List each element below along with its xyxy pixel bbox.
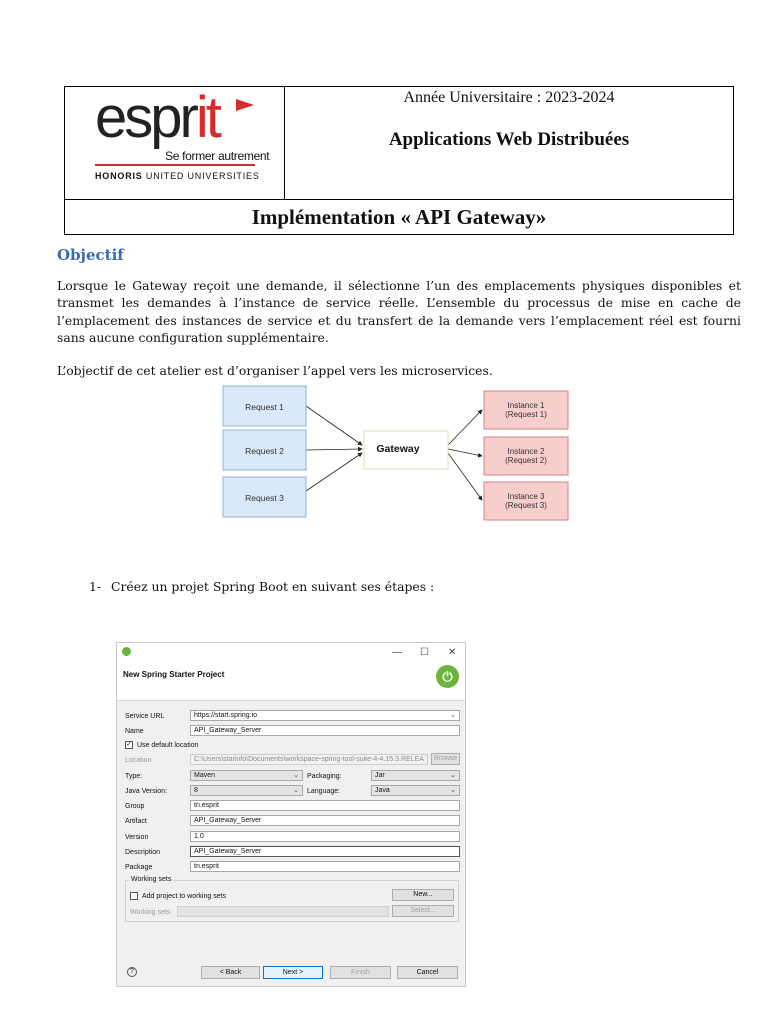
packaging-value: Jar	[375, 772, 385, 779]
document-title: Implémentation « API Gateway»	[251, 204, 547, 229]
artifact-label: Artifact	[125, 818, 147, 825]
spring-starter-dialog	[116, 642, 466, 987]
logo-word-main: espr	[95, 85, 196, 150]
academic-year: Année Universitaire : 2023-2024	[403, 89, 615, 106]
package-input[interactable]: tn.esprit	[190, 861, 460, 872]
intro-paragraph: Lorsque le Gateway reçoit une demande, il sélectionne l’un des emplacements physiques disponibles et transmet les demandes à l’instance de service réelle. L’ensemble du processus de mise en cache de l’emplacement des instances de service et du transfert de la demande vers l’emplacement réel est fourni sans aucune configuration supplémentaire.	[57, 278, 741, 345]
section-heading: Objectif	[57, 246, 124, 264]
instance-label-line2: (Request 1)	[505, 410, 547, 419]
title-row	[65, 199, 733, 234]
chevron-down-icon: ⌄	[450, 772, 456, 779]
working-sets-field-label: Working sets	[130, 909, 171, 916]
app-icon	[122, 647, 131, 656]
instance-label-line1: Instance 1	[507, 401, 545, 410]
finish-button[interactable]: Finish	[330, 966, 391, 979]
gateway-label: Gateway	[376, 443, 420, 455]
spring-power-icon: ⏻	[436, 665, 459, 688]
description-label: Description	[125, 849, 161, 856]
chevron-down-icon: ⌄	[293, 772, 299, 779]
version-label: Version	[125, 834, 149, 841]
course-name: Applications Web Distribuées	[388, 129, 630, 150]
header-table	[64, 86, 734, 235]
esprit-logo	[95, 85, 219, 150]
language-select[interactable]	[371, 785, 460, 796]
use-default-location-checkbox[interactable]: ✓	[126, 741, 132, 748]
location-label: Location	[125, 757, 152, 764]
step-text: Créez un projet Spring Boot en suivant ses étapes :	[111, 579, 435, 594]
packaging-select[interactable]	[371, 770, 460, 781]
instance-label-line1: Instance 2	[507, 447, 545, 456]
logo-divider	[95, 164, 255, 166]
instance-label-line1: Instance 3	[507, 492, 545, 501]
request-box	[223, 386, 306, 426]
request-label: Request 3	[245, 493, 284, 503]
help-icon[interactable]: ?	[127, 967, 137, 977]
type-label: Type:	[125, 773, 143, 780]
instance-box	[484, 482, 568, 520]
language-label: Language:	[307, 788, 341, 795]
location-input[interactable]: C:\Users\starinfo\Documents\workspace-spring-tool-suite-4-4.15.3.RELEA	[190, 754, 428, 765]
request-box	[223, 430, 306, 470]
request-label: Request 1	[245, 402, 284, 412]
group-input[interactable]: tn.esprit	[190, 800, 460, 811]
step-item	[89, 579, 434, 594]
close-icon[interactable]: ✕	[448, 647, 457, 658]
description-input[interactable]: API_Gateway_Server	[190, 846, 460, 857]
working-sets-label: Working sets	[131, 876, 172, 883]
add-project-checkbox[interactable]	[130, 892, 138, 900]
add-project-label: Add project to working sets	[142, 893, 227, 900]
package-label: Package	[125, 864, 153, 871]
chevron-down-icon: ⌄	[450, 712, 456, 719]
logo-honoris	[95, 171, 260, 181]
java-version-label: Java Version:	[125, 788, 168, 795]
instance-label-line2: (Request 2)	[505, 456, 547, 465]
java-version-value: 8	[194, 787, 198, 794]
instance-box	[484, 391, 568, 429]
name-input[interactable]: API_Gateway_Server	[190, 725, 460, 736]
cancel-button[interactable]: Cancel	[397, 966, 458, 979]
service-url-value: https://start.spring.io	[194, 712, 258, 719]
artifact-input[interactable]: API_Gateway_Server	[190, 815, 460, 826]
instance-box	[484, 437, 568, 475]
dialog-header	[117, 643, 465, 701]
version-input[interactable]: 1.0	[190, 831, 460, 842]
arrow-instance-3	[448, 453, 482, 500]
service-url-label: Service URL	[125, 713, 165, 720]
goal-paragraph: L’objectif de cet atelier est d’organiser l’appel vers les microservices.	[57, 363, 493, 378]
honoris-bold: HONORIS	[95, 171, 143, 181]
select-working-set-button[interactable]: Select...	[392, 905, 454, 917]
next-button[interactable]: Next >	[263, 966, 323, 979]
arrow-request-2	[306, 449, 362, 450]
request-box	[223, 477, 306, 517]
logo-tagline: Se former autrement	[165, 149, 270, 163]
logo-word-accent: it	[195, 85, 219, 150]
type-select[interactable]	[190, 770, 303, 781]
browse-button[interactable]: Browse	[431, 753, 460, 765]
name-label: Name	[125, 728, 144, 735]
use-default-location-label: Use default location	[137, 742, 199, 749]
request-boxes	[223, 386, 306, 517]
arrow-instance-2	[448, 449, 482, 456]
back-button[interactable]: < Back	[201, 966, 260, 979]
dialog-title: New Spring Starter Project	[123, 670, 225, 679]
chevron-down-icon: ⌄	[450, 787, 456, 794]
new-working-set-button[interactable]: New...	[392, 889, 454, 901]
arrow-instance-1	[448, 410, 482, 445]
service-url-combo[interactable]	[190, 710, 460, 721]
type-value: Maven	[194, 772, 216, 779]
language-value: Java	[375, 787, 390, 794]
gateway-node	[364, 431, 448, 469]
step-number: 1-	[89, 579, 102, 594]
minimize-icon[interactable]: —	[392, 647, 402, 658]
arrow-request-1	[306, 406, 362, 445]
group-label: Group	[125, 803, 145, 810]
request-label: Request 2	[245, 446, 284, 456]
working-sets-combo[interactable]	[177, 906, 389, 917]
instance-boxes	[484, 391, 568, 520]
maximize-icon[interactable]: ☐	[420, 647, 429, 658]
chevron-down-icon: ⌄	[293, 787, 299, 794]
arrow-request-3	[306, 453, 362, 491]
instance-label-line2: (Request 3)	[505, 501, 547, 510]
gateway-diagram	[216, 381, 576, 523]
honoris-rest: UNITED UNIVERSITIES	[142, 171, 260, 181]
info-cell	[285, 87, 733, 199]
packaging-label: Packaging:	[307, 773, 342, 780]
logo-flag-icon	[236, 99, 254, 111]
java-version-select[interactable]	[190, 785, 303, 796]
logo-cell	[65, 87, 285, 199]
